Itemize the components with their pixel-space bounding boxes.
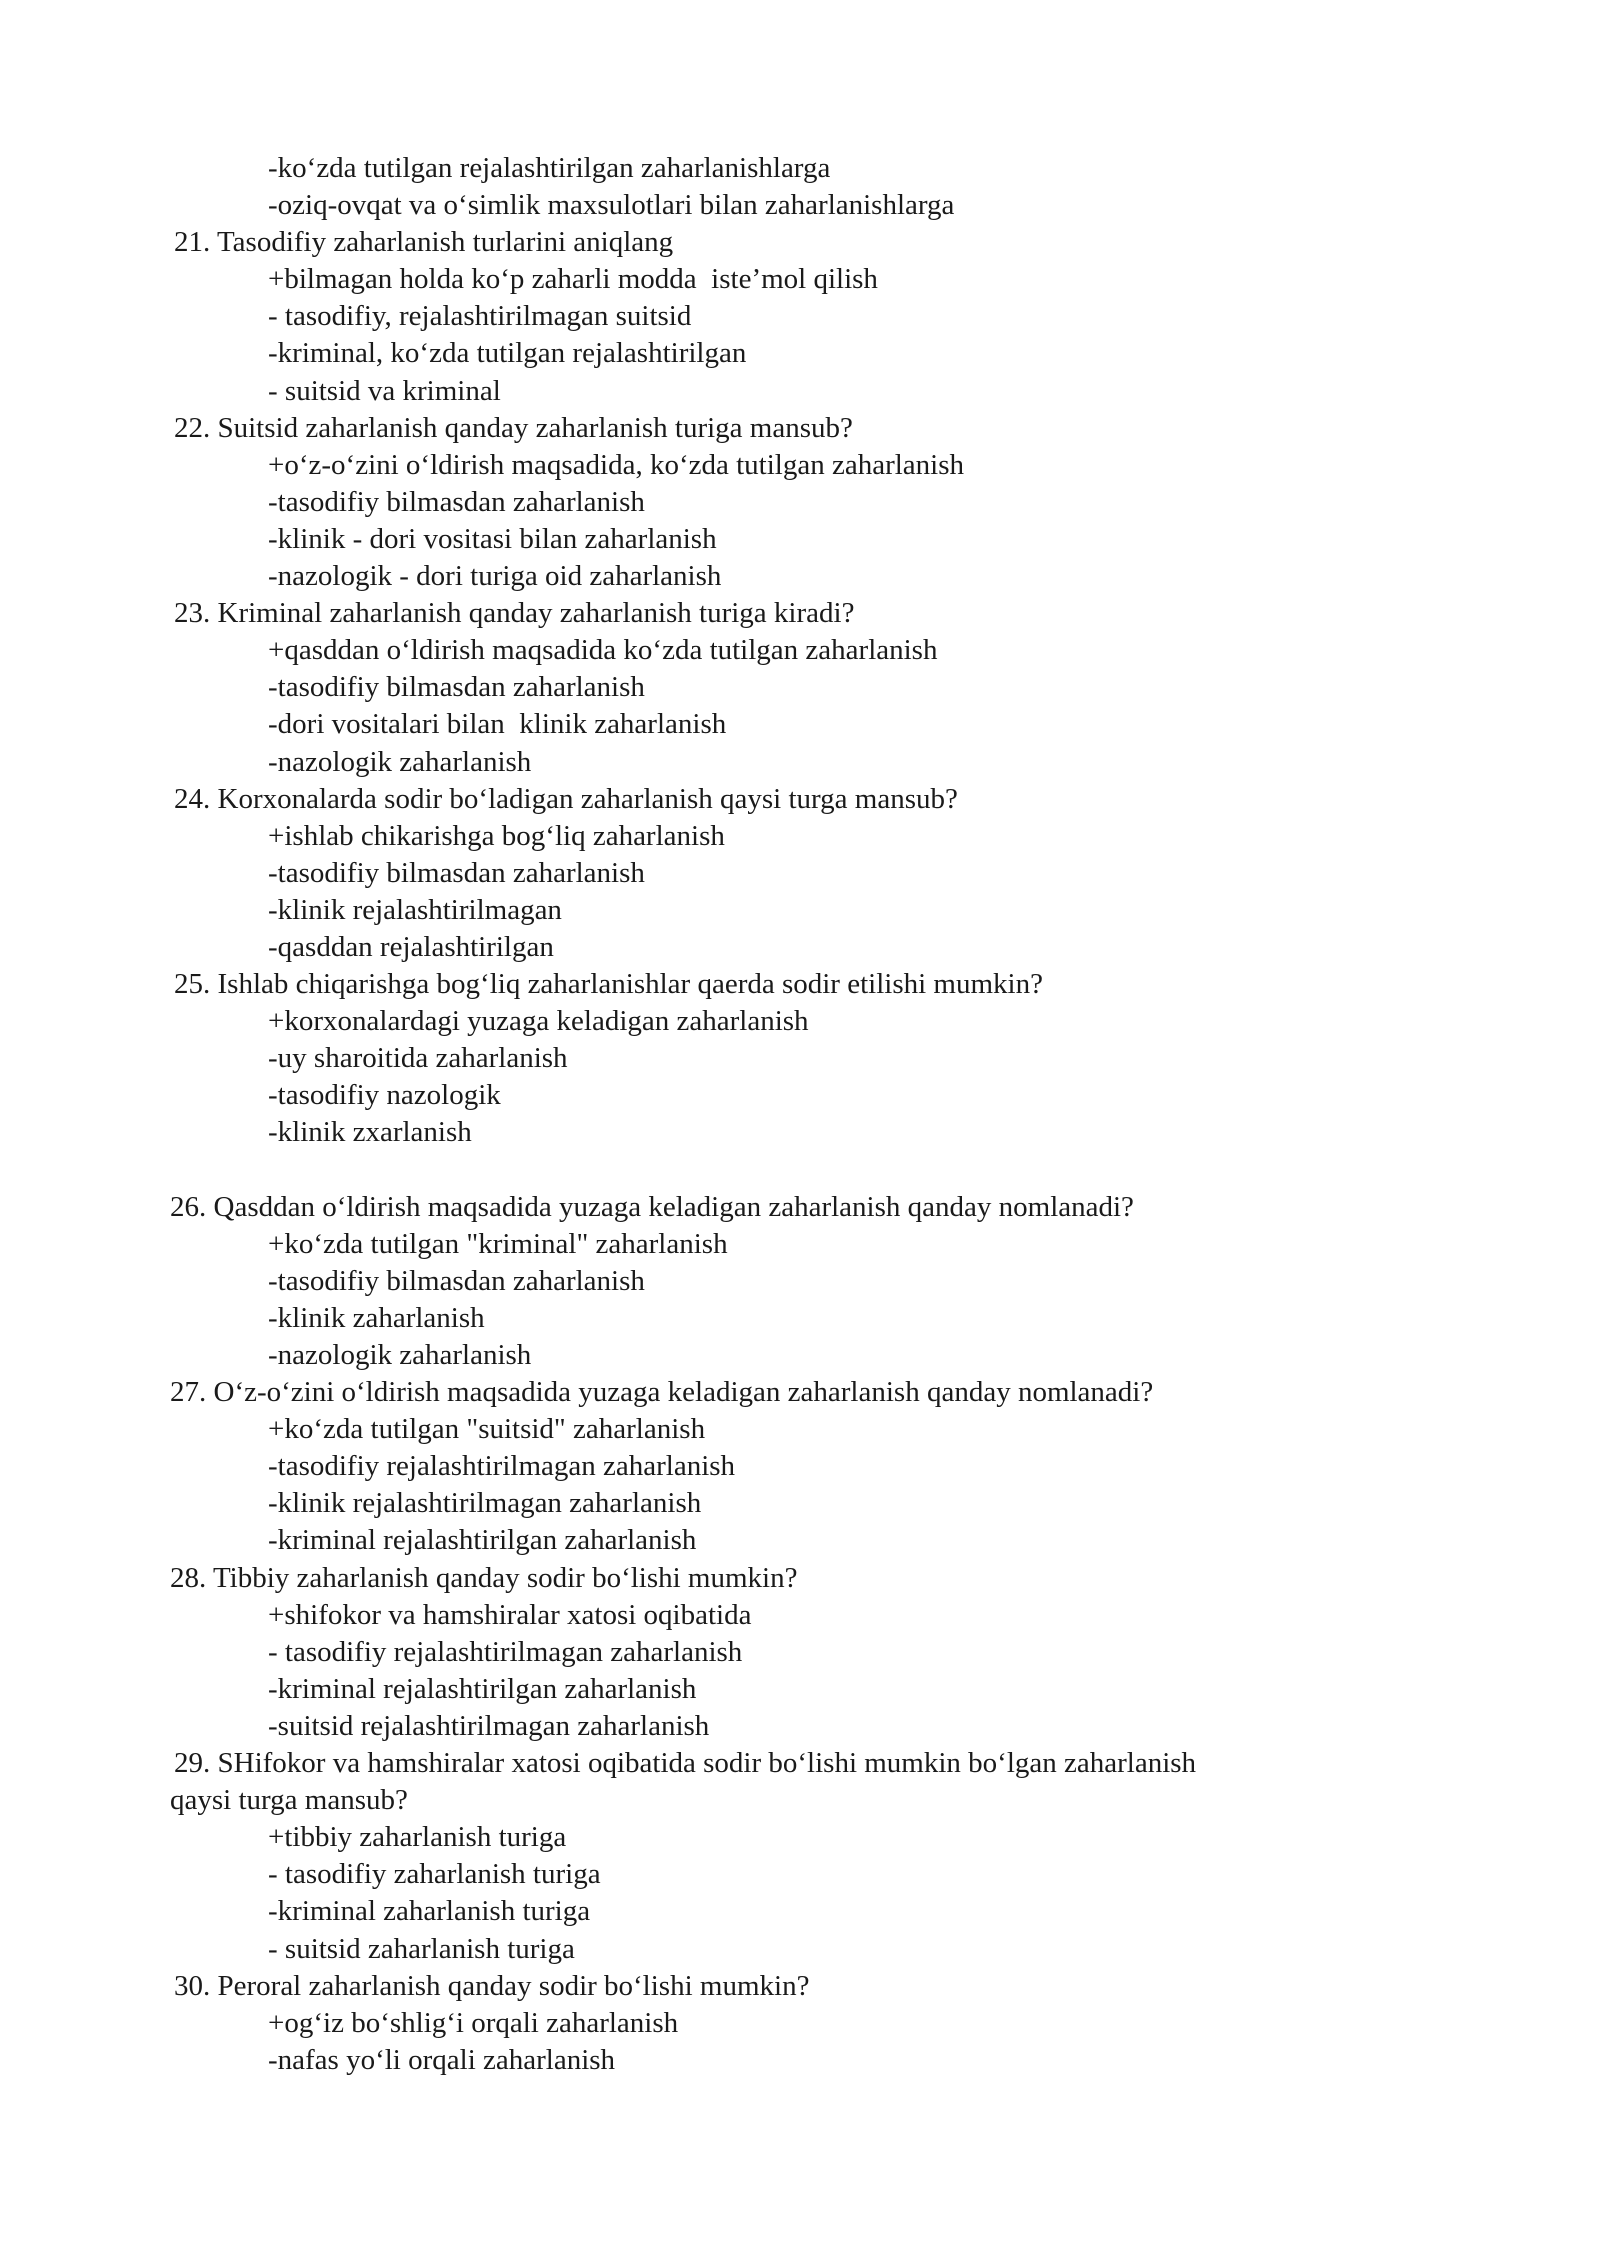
answer-option: - suitsid va kriminal <box>268 374 501 407</box>
answer-option: +og‘iz bo‘shlig‘i orqali zaharlanish <box>268 2006 679 2039</box>
blank-line <box>170 1152 1470 1189</box>
answer-option: +o‘z-o‘zini o‘ldirish maqsadida, ko‘zda tutilgan zaharlanish <box>268 448 965 481</box>
answer-option: +ko‘zda tutilgan "suitsid" zaharlanish <box>268 1413 706 1446</box>
answer-option: +ko‘zda tutilgan "kriminal" zaharlanish <box>268 1227 728 1260</box>
question-text: 29. SHifokor va hamshiralar xatosi oqibatida sodir bo‘lishi mumkin bo‘lgan zaharlanish <box>174 1747 1197 1780</box>
question-text: 24. Korxonalarda sodir bo‘ladigan zaharlanish qaysi turga mansub? <box>174 782 958 815</box>
question-text: 28. Tibbiy zaharlanish qanday sodir bo‘lishi mumkin? <box>170 1561 798 1594</box>
answer-option: -suitsid rejalashtirilmagan zaharlanish <box>268 1709 710 1742</box>
question-list <box>170 150 1470 2079</box>
question-text-continuation: qaysi turga mansub? <box>170 1784 408 1817</box>
answer-option: +ishlab chikarishga bog‘liq zaharlanish <box>268 819 725 852</box>
question-text: 23. Kriminal zaharlanish qanday zaharlanish turiga kiradi? <box>174 597 855 630</box>
answer-option: - suitsid zaharlanish turiga <box>268 1932 575 1965</box>
question-text: 22. Suitsid zaharlanish qanday zaharlanish turiga mansub? <box>174 411 853 444</box>
answer-option: -nafas yo‘li orqali zaharlanish <box>268 2043 616 2076</box>
answer-option: -kriminal rejalashtirilgan zaharlanish <box>268 1524 697 1557</box>
answer-option: -tasodifiy bilmasdan zaharlanish <box>268 671 645 704</box>
answer-option: -oziq-ovqat va o‘simlik maxsulotlari bilan zaharlanishlarga <box>268 189 955 222</box>
answer-option: - tasodifiy zaharlanish turiga <box>268 1858 601 1891</box>
question-text: 26. Qasddan o‘ldirish maqsadida yuzaga keladigan zaharlanish qanday nomlanadi? <box>170 1190 1134 1223</box>
answer-option: -kriminal, ko‘zda tutilgan rejalashtirilgan <box>268 337 747 370</box>
answer-option: +qasddan o‘ldirish maqsadida ko‘zda tutilgan zaharlanish <box>268 634 938 667</box>
question-text: 30. Peroral zaharlanish qanday sodir bo‘lishi mumkin? <box>174 1969 810 2002</box>
answer-option: -dori vositalari bilan klinik zaharlanish <box>268 708 727 741</box>
answer-option: -ko‘zda tutilgan rejalashtirilgan zaharlanishlarga <box>268 152 831 184</box>
answer-option: - tasodifiy, rejalashtirilmagan suitsid <box>268 300 692 333</box>
question-text: 27. O‘z-o‘zini o‘ldirish maqsadida yuzaga keladigan zaharlanish qanday nomlanadi? <box>170 1376 1154 1409</box>
answer-option: -klinik zxarlanish <box>268 1116 472 1149</box>
answer-option: -klinik rejalashtirilmagan zaharlanish <box>268 1487 702 1520</box>
answer-option: -tasodifiy rejalashtirilmagan zaharlanish <box>268 1450 736 1483</box>
answer-option: +shifokor va hamshiralar xatosi oqibatida <box>268 1598 752 1631</box>
answer-option: +bilmagan holda ko‘p zaharli modda iste’mol qilish <box>268 263 878 296</box>
answer-option: -tasodifiy bilmasdan zaharlanish <box>268 856 645 889</box>
answer-option: -klinik zaharlanish <box>268 1301 485 1334</box>
answer-option: -nazologik - dori turiga oid zaharlanish <box>268 560 722 593</box>
answer-option: -tasodifiy nazologik <box>268 1079 501 1112</box>
answer-option: -qasddan rejalashtirilgan <box>268 930 554 963</box>
answer-option: - tasodifiy rejalashtirilmagan zaharlanish <box>268 1635 743 1668</box>
answer-option: -tasodifiy bilmasdan zaharlanish <box>268 1264 645 1297</box>
answer-option: -klinik rejalashtirilmagan <box>268 893 562 926</box>
answer-option: -kriminal rejalashtirilgan zaharlanish <box>268 1672 697 1705</box>
answer-option: -kriminal zaharlanish turiga <box>268 1895 591 1928</box>
answer-option: -klinik - dori vositasi bilan zaharlanish <box>268 522 717 555</box>
answer-option: +tibbiy zaharlanish turiga <box>268 1821 567 1854</box>
answer-option: +korxonalardagi yuzaga keladigan zaharlanish <box>268 1005 809 1038</box>
answer-option: -tasodifiy bilmasdan zaharlanish <box>268 485 645 518</box>
answer-option: -nazologik zaharlanish <box>268 745 532 778</box>
answer-option: -uy sharoitida zaharlanish <box>268 1042 568 1075</box>
question-text: 25. Ishlab chiqarishga bog‘liq zaharlanishlar qaerda sodir etilishi mumkin? <box>174 968 1043 1001</box>
question-text: 21. Tasodifiy zaharlanish turlarini aniqlang <box>174 226 674 259</box>
answer-option: -nazologik zaharlanish <box>268 1339 532 1371</box>
